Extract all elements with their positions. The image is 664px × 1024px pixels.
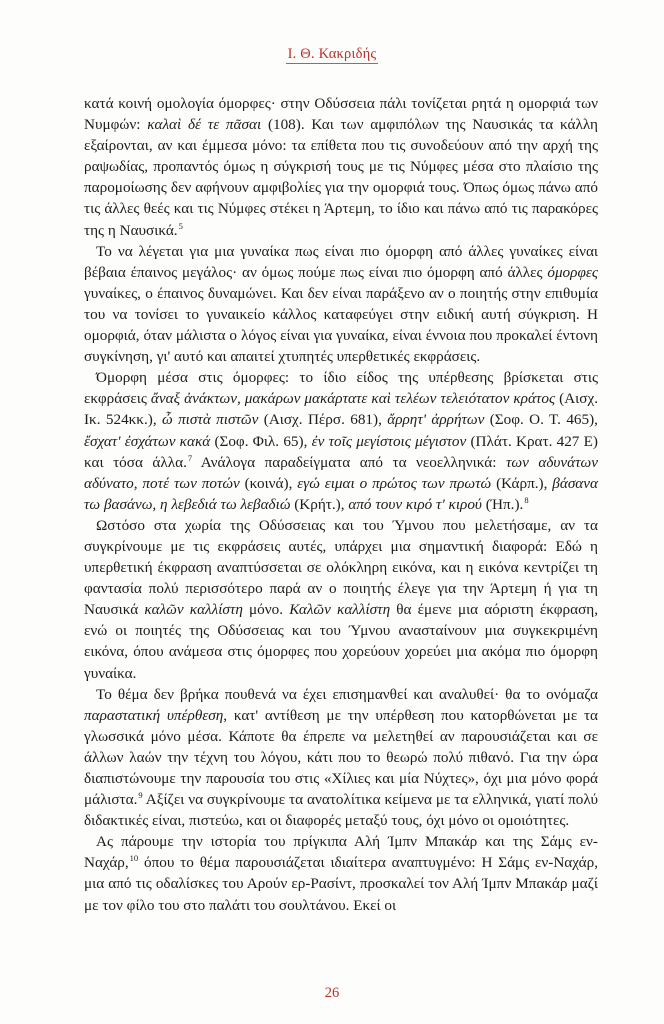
footnote-marker: 5 — [178, 220, 183, 231]
text-run: μόνο. — [242, 601, 290, 619]
text-run: (Αισχ. Ικ. 524κκ.), — [84, 390, 598, 429]
text-run: (Σοφ. Φιλ. 65), — [210, 432, 312, 450]
italic-text-run: Καλῶν καλλίστη — [289, 601, 391, 619]
text-run: (κοινά), — [239, 474, 298, 492]
italic-text-run: των αδυνάτων αδύνατο, ποτέ των ποτών — [84, 453, 599, 492]
paragraph — [84, 93, 598, 241]
italic-text-run: παραστατική υπέρθεση — [84, 706, 224, 724]
page-number: 26 — [324, 985, 340, 1001]
text-run: Ανάλογα παραδείγματα από τα νεοελληνικά: — [192, 453, 506, 471]
text-run: γυναίκες, ο έπαινος δυναμώνει. Και δεν είναι παράξενο αν ο ποιητής στην επιθυμία του να τονίσει το γυναικείο κάλλος καταφεύγει στην ειδική αυτή σύγκριση. Η ομορφιά, όταν μάλιστα ο λόγος είναι για γυναίκα, είναι έννοια που προκαλεί έντονη συγκίνηση, γι' αυτό και απαιτεί χτυπητές υπερθετικές εκφράσεις. — [84, 284, 598, 366]
paragraph — [84, 367, 598, 515]
italic-text-run: ὦ πιστὰ πιστῶν — [161, 411, 259, 429]
text-run: (Αισχ. Πέρσ. 681), — [258, 411, 388, 429]
running-header-title: Ι. Θ. Κακριδής — [287, 46, 377, 62]
footnote-marker: 9 — [138, 790, 143, 801]
footnote-marker: 10 — [129, 853, 139, 864]
italic-text-run: από τουν κιρό τ' κιρού — [348, 495, 482, 513]
text-run: , κατ' αντίθεση με την υπέρθεση που κατορθώνεται με τα γλωσσικά μόνο μέσα. Κάποτε θα έπρεπε να μελετηθεί αν παρουσιάζεται και σε άλλων λαών την τέχνη του λόγου, κάτι που το θεωρώ πολύ πιθανό. Για την ώρα διαπιστώνουμε την παρουσία του στις «Χίλιες και μία Νύχτες», όχι μια μόνο φορά μάλιστα. — [84, 706, 599, 809]
italic-text-run: καλῶν καλλίστη — [144, 601, 243, 619]
text-run: Το να λέγεται για μια γυναίκα πως είναι πιο όμορφη από άλλες γυναίκες είναι βέβαια έπαινος μεγάλος· αν όμως πούμε πως είναι πιο όμορφη από άλλες — [84, 242, 598, 281]
paragraph — [84, 515, 598, 684]
text-run: Αξίζει να συγκρίνουμε τα ανατολίτικα κείμενα με τα ελληνικά, γιατί πολύ διδακτικές είναι, πιστεύω, και οι διαφορές μεταξύ τους, όχι μόνο οι ομοιότητες. — [84, 791, 598, 830]
text-run: (Ήπ.). — [481, 495, 524, 513]
footnote-marker: 8 — [524, 494, 529, 505]
italic-text-run: βάσανα τω βασάνω, η λεβεδιά τω λεβαδιώ — [84, 474, 598, 513]
text-run: Ωστόσο στα χωρία της Οδύσσειας και του Ύμνου που μελετήσαμε, αν τα συγκρίνουμε με τις εκφράσεις αυτές, υπάρχει μια σημαντική διαφορά: Εδώ η υπερθετική έκφραση αναπτύσσεται σε ολόκληρη εικόνα, και η εικόνα κεντρίζει τη φαντασία πολύ περισσότερο παρά αν ο ποιητής έλεγε για την Άρτεμη ή για τη Ναυσικά — [84, 516, 598, 619]
text-run: θα έμενε μια αόριστη έκφραση, ενώ οι ποιητές της Οδύσσειας και του Ύμνου ανασταίνουν μια συγκεκριμένη εικόνα, όπου ανάμεσα στις όμορφες που χορεύουν χορεύει μια ακόμα πιο όμορφη γυναίκα. — [84, 601, 598, 682]
text-run: κατά κοινή ομολογία όμορφες· στην Οδύσσεια πάλι τονίζεται ρητά η ομορφιά των Νυμφών: — [84, 95, 598, 134]
body-text — [84, 93, 598, 916]
paragraph — [84, 684, 598, 832]
italic-text-run: εγώ ειμαι ο πρώτος των πρωτώ — [297, 474, 492, 492]
text-run: (Κάρπ.), — [491, 474, 553, 492]
italic-text-run: ἄναξ ἀνάκτων, μακάρων μακάρτατε καὶ τελέων τελειότατον κράτος — [150, 390, 556, 408]
footnote-marker: 7 — [187, 452, 193, 463]
running-header — [0, 46, 664, 63]
text-run: (Κρήτ.), — [290, 495, 349, 513]
text-run: (108). Και των αμφιπόλων της Ναυσικάς τα κάλλη εξαίρονται, αν και έμμεσα μόνο: τα επίθετα που τις συνοδεύουν από την αρχή της ραψωδίας, προπαντός όμως η σύγκρισή τους με τις Νύμφες μέσα στο πλαίσιο της παρομοίωσης δεν αφήνουν αμφιβολίες για την ομορφιά τους. Όπως όμως πάνω από τις άλλες θεές και τις Νύμφες στέκει η Άρτεμη, το ίδιο και πάνω από τις παρακόρες της η Ναυσικά. — [84, 116, 598, 239]
italic-text-run: όμορφες — [547, 263, 598, 281]
text-run: (Σοφ. Ο. Τ. 465), — [484, 411, 598, 429]
italic-text-run: καλαὶ δέ τε πᾶσαι — [147, 116, 262, 134]
paragraph — [84, 241, 598, 368]
italic-text-run: ἐν τοῖς μεγίστοις μέγιστον — [311, 432, 467, 450]
text-run: όπου το θέμα παρουσιάζεται ιδιαίτερα αναπτυγμένο: Η Σάμς εν-Ναχάρ, μια από τις οδαλίσκες του Αρούν ερ-Ρασίντ, προσκαλεί τον Αλή Ίμπν Μπακάρ μαζί με τον φίλο του στο παλάτι του σουλτάνου. Εκεί οι — [84, 854, 598, 914]
text-run: (Πλάτ. Κρατ. 427 Ε) και τόσα άλλα. — [84, 432, 598, 471]
italic-text-run: ἄρρητ' ἀρρήτων — [387, 411, 485, 429]
text-run: Το θέμα δεν βρήκα πουθενά να έχει επισημανθεί και αναλυθεί· θα το ονόμαζα — [96, 685, 598, 703]
text-run: Όμορφη μέσα στις όμορφες: το ίδιο είδος της υπέρθεσης βρίσκεται στις εκφράσεις — [84, 369, 598, 408]
italic-text-run: ἔσχατ' ἐσχάτων κακά — [84, 432, 211, 450]
text-run: Ας πάρουμε την ιστορία του πρίγκιπα Αλή Ίμπν Μπακάρ και της Σάμς εν-Ναχάρ, — [84, 833, 598, 872]
paragraph — [84, 831, 598, 915]
